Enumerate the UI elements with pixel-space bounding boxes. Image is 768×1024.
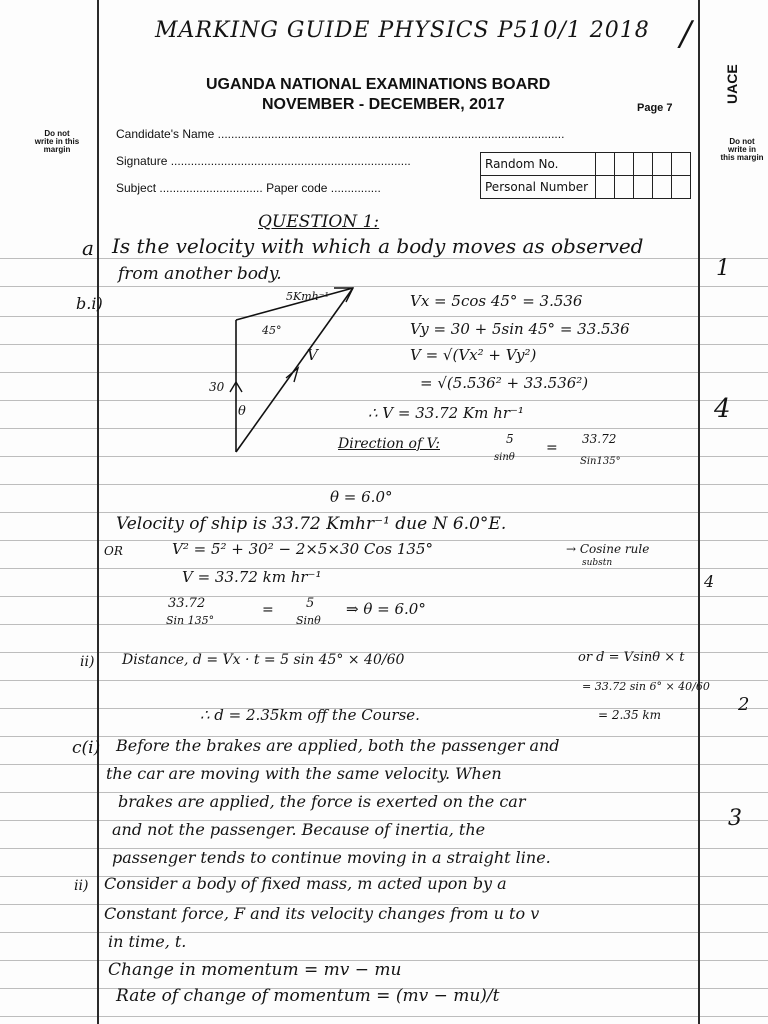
candidate-name-field: Candidate's Name ........................................................................................................ (116, 127, 565, 141)
part-a-line-1: Is the velocity with which a body moves as observed (112, 234, 644, 258)
alt-cosine-equation: V² = 5² + 30² − 2×5×30 Cos 135° (172, 540, 433, 558)
velocity-of-ship-line: Velocity of ship is 33.72 Kmhr⁻¹ due N 6.0°E. (116, 514, 507, 534)
signature-field: Signature ........................................................................ (116, 154, 411, 168)
equation-v-values: = √(5.536² + 33.536²) (420, 374, 589, 392)
alt-ratio-equals: = (262, 602, 274, 618)
alt-ratio-lden: Sin 135° (166, 614, 215, 627)
equation-v-result: ∴ V = 33.72 Km hr⁻¹ (368, 404, 524, 422)
alt-ratio-rnum: 5 (306, 596, 315, 611)
right-margin-line (698, 0, 700, 1024)
equation-vx: Vx = 5cos 45° = 3.536 (410, 292, 583, 310)
or-label: OR (104, 544, 123, 558)
top-handwritten-title: MARKING GUIDE PHYSICS P510/1 2018 (155, 18, 650, 43)
part-c-line-2: the car are moving with the same velocity. When (106, 764, 502, 783)
part-bi-label: b.i) (76, 294, 103, 313)
alt-ratio-lnum: 33.72 (168, 596, 206, 611)
part-bii-label: ii) (80, 654, 95, 670)
mark-part-bii: 2 (738, 694, 750, 715)
exam-session: NOVEMBER - DECEMBER, 2017 (262, 96, 505, 113)
distance-result: ∴ d = 2.35km off the Course. (200, 706, 420, 724)
distance-alt-1: or d = Vsinθ × t (578, 650, 685, 665)
part-a-label: a (82, 236, 94, 260)
question-heading: QUESTION 1: (258, 212, 380, 232)
distance-alt-2: = 33.72 sin 6° × 40/60 (582, 680, 710, 693)
diagram-angle-label: 45° (262, 324, 282, 337)
diagram-theta-label: θ (238, 404, 246, 419)
part-ci-label: c(i) (72, 738, 101, 758)
part-c-line-9: Change in momentum = mv − mu (108, 960, 402, 980)
margin-note-left: Do not write in this margin (34, 129, 80, 154)
part-c-line-5: passenger tends to continue moving in a straight line. (112, 848, 551, 867)
direction-lhs-den: sinθ (494, 452, 515, 463)
alt-ratio-rden: Sinθ (296, 614, 321, 627)
mark-part-ci: 3 (728, 806, 742, 831)
direction-rhs-num: 33.72 (582, 432, 617, 446)
direction-rhs-den: Sin135° (580, 456, 621, 467)
board-name: UGANDA NATIONAL EXAMINATIONS BOARD (206, 76, 551, 93)
alt-ratio-result: ⇒ θ = 6.0° (346, 600, 426, 618)
subject-field: Subject ............................... Paper code ............... (116, 181, 381, 195)
diagram-v-label: V (307, 346, 318, 364)
direction-label: Direction of V: (338, 436, 440, 452)
mark-part-a: 1 (716, 256, 730, 281)
page-number: Page 7 (637, 102, 673, 114)
part-c-line-1: Before the brakes are applied, both the passenger and (116, 736, 560, 755)
alt-v-result: V = 33.72 km hr⁻¹ (182, 568, 322, 586)
part-c-line-6: Consider a body of fixed mass, m acted upon by a (104, 874, 507, 893)
part-a-line-2: from another body. (118, 264, 282, 284)
mark-part-bi: 4 (714, 394, 731, 424)
theta-result: θ = 6.0° (330, 488, 393, 506)
diagram-30-label: 30 (209, 380, 225, 394)
subst-note: substn (582, 558, 613, 568)
part-c-line-10: Rate of change of momentum = (mv − mu)/t (116, 986, 500, 1006)
left-margin-line (97, 0, 99, 1024)
cosine-rule-note: → Cosine rule (566, 542, 650, 556)
direction-equals: = (546, 440, 558, 456)
uace-code: UACE (724, 64, 740, 104)
distance-equation: Distance, d = Vx · t = 5 sin 45° × 40/60 (122, 652, 405, 668)
direction-lhs-num: 5 (506, 432, 514, 446)
part-c-line-8: in time, t. (108, 932, 187, 951)
random-number-box: Random No. Personal Number (480, 152, 691, 199)
top-right-stroke: / (680, 14, 692, 54)
part-c-line-3: brakes are applied, the force is exerted on the car (118, 792, 526, 811)
velocity-triangle-diagram (218, 282, 358, 462)
mark-part-bi-alt: 4 (704, 572, 715, 591)
margin-note-right: Do not write in this margin (720, 137, 764, 162)
equation-v: V = √(Vx² + Vy²) (410, 346, 537, 364)
equation-vy: Vy = 30 + 5sin 45° = 33.536 (410, 320, 630, 338)
diagram-speed-label: 5Kmh⁻¹ (286, 290, 329, 303)
part-c-line-4: and not the passenger. Because of inertia, the (112, 820, 486, 839)
part-cii-label: ii) (74, 878, 89, 894)
distance-alt-3: = 2.35 km (598, 708, 662, 722)
part-c-line-7: Constant force, F and its velocity changes from u to v (104, 904, 540, 923)
